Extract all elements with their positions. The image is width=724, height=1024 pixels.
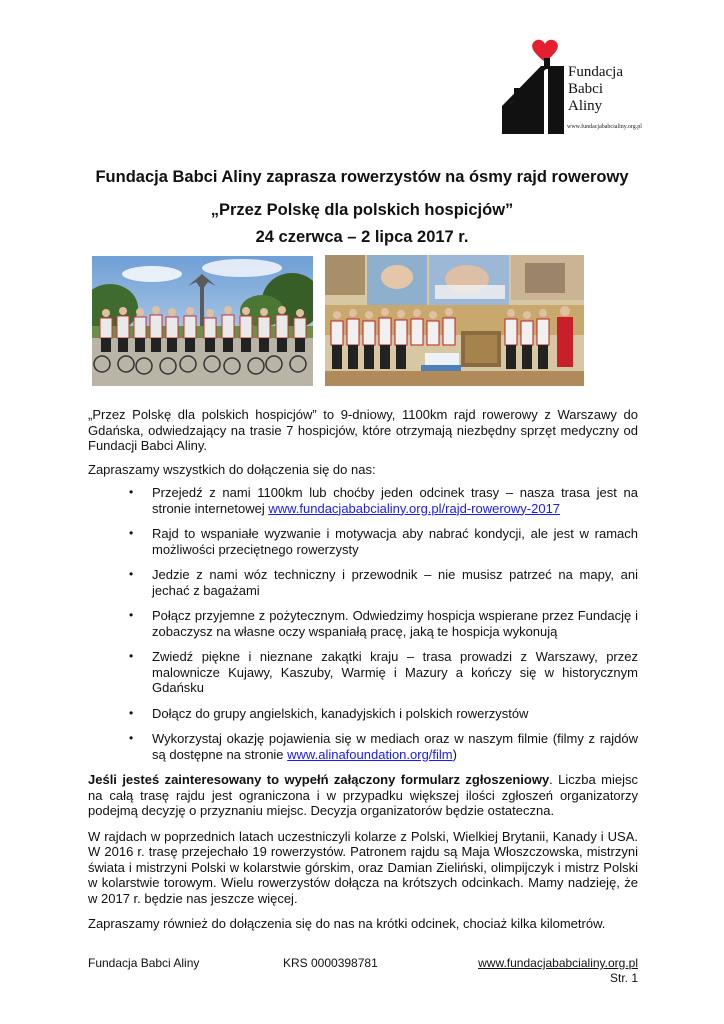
bullet-icon: •: [129, 731, 134, 745]
interest-rest: . Liczba miejsc na całą trasę rajdu jest ograniczona i w przypadku większej ilości zgłoszeń organizatorzy podejmą decyzję o przyznaniu miejsc. Decyzja organizatorów będzie ostateczna.: [88, 772, 639, 818]
list-item-text: Dołącz do grupy angielskich, kanadyjskich i polskich rowerzystów: [152, 705, 529, 721]
list-item: [88, 731, 638, 762]
film-link[interactable]: www.alinafoundation.org/film: [287, 746, 453, 762]
cyclists-group-photo: [92, 256, 313, 386]
bullet-icon: •: [129, 649, 134, 663]
closing-paragraph: Zapraszamy również do dołączenia się do nas na krótki odcinek, chociaż kilka kilometrów.: [88, 916, 606, 931]
bullet-icon: •: [129, 705, 134, 720]
logo-url: www.fundacjababcialiny.org.pl: [567, 124, 642, 130]
intro-paragraph: „Przez Polskę dla polskich hospicjów” to 9-dniowy, 1100km rajd rowerowy z Warszawy do Gdańska, odwiedzający na trasie 7 hospicjów, które otrzymają niezbędny sprzęt medyczny od Fundacji Babci Aliny.: [88, 407, 638, 453]
benefits-list: [88, 485, 638, 762]
list-item-text: Połącz przyjemne z pożytecznym. Odwiedzimy hospicja wspierane przez Fundację i zobaczysz na własne oczy wspaniałą pracę, jaką te hospicja wykonują: [152, 608, 638, 639]
list-item: [88, 567, 638, 598]
list-item: [88, 649, 638, 696]
bullet-icon: •: [129, 608, 134, 622]
title-line-3: 24 czerwca – 2 lipca 2017 r.: [255, 228, 469, 246]
logo-text: [568, 64, 658, 115]
rajd-link[interactable]: www.fundacjababcialiny.org.pl/rajd-rowerowy-2017: [268, 500, 561, 516]
bullet-icon: •: [129, 567, 134, 581]
logo-line-2: Babci: [568, 81, 603, 97]
list-item-text: Zwiedź piękne i nieznane zakątki kraju – trasa prowadzi z Warszawy, przez malownicze Kujawy, Kaszuby, Warmię i Mazury a kończy się w historycznym Gdańsku: [152, 649, 638, 695]
footer-url-link[interactable]: www.fundacjababcialiny.org.pl: [478, 956, 638, 970]
list-item-text: Rajd to wspaniałe wyzwanie i motywacja aby nabrać kondycji, ale jest w ramach możliwości przeciętnego rowerzysty: [152, 526, 638, 557]
logo-line-1: Fundacja: [568, 64, 623, 80]
list-item: [88, 608, 638, 639]
interest-paragraph: [88, 772, 638, 819]
footer-krs: KRS 0000398781: [283, 956, 378, 970]
list-item: [88, 706, 638, 722]
list-item-text: Wykorzystaj okazję pojawienia się w mediach oraz w naszym filmie (filmy z rajdów są dostępne na stronie: [152, 731, 638, 762]
hospice-visit-photo: [325, 255, 584, 386]
document-body: [88, 407, 638, 942]
list-item-suffix: ): [452, 746, 457, 762]
interest-bold: Jeśli jesteś zainteresowany to wypełń załączony formularz zgłoszeniowy: [88, 772, 550, 787]
invite-paragraph: Zapraszamy wszystkich do dołączenia się do nas:: [88, 461, 376, 477]
page-number: Str. 1: [609, 971, 638, 985]
list-item-text: Jedzie z nami wóz techniczny i przewodnik – nie musisz patrzeć na mapy, ani jechać z bagażami: [152, 567, 638, 598]
history-paragraph: W rajdach w poprzednich latach uczestniczyli kolarze z Polski, Wielkiej Brytanii, Kanady i USA. W 2016 r. trasę przejechało 19 rowerzystów. Patronem rajdu są Maja Włoszczowska, mistrzyni świata i mistrzyni Polski w kolarstwie górskim, oraz Damian Zieliński, olimpijczyk i mistrz Polski w kolarstwie torowym. Wielu rowerzystów dołącza na krótszych odcinkach. Mamy nadzieję, że w 2017 r. będzie nas jeszcze więcej.: [88, 828, 638, 906]
title-line-1: Fundacja Babci Aliny zaprasza rowerzystów na ósmy rajd rowerowy: [95, 168, 629, 186]
list-item: [88, 485, 638, 516]
title-line-2: „Przez Polskę dla polskich hospicjów”: [210, 201, 514, 219]
list-item-text: Przejedź z nami 1100km lub choćby jeden odcinek trasy – nasza trasa jest na stronie internetowej: [152, 485, 638, 516]
bullet-icon: •: [129, 526, 134, 540]
footer-org: Fundacja Babci Aliny: [88, 956, 200, 970]
logo-line-3: Aliny: [568, 98, 603, 114]
bullet-icon: •: [129, 485, 134, 499]
list-item: [88, 526, 638, 557]
